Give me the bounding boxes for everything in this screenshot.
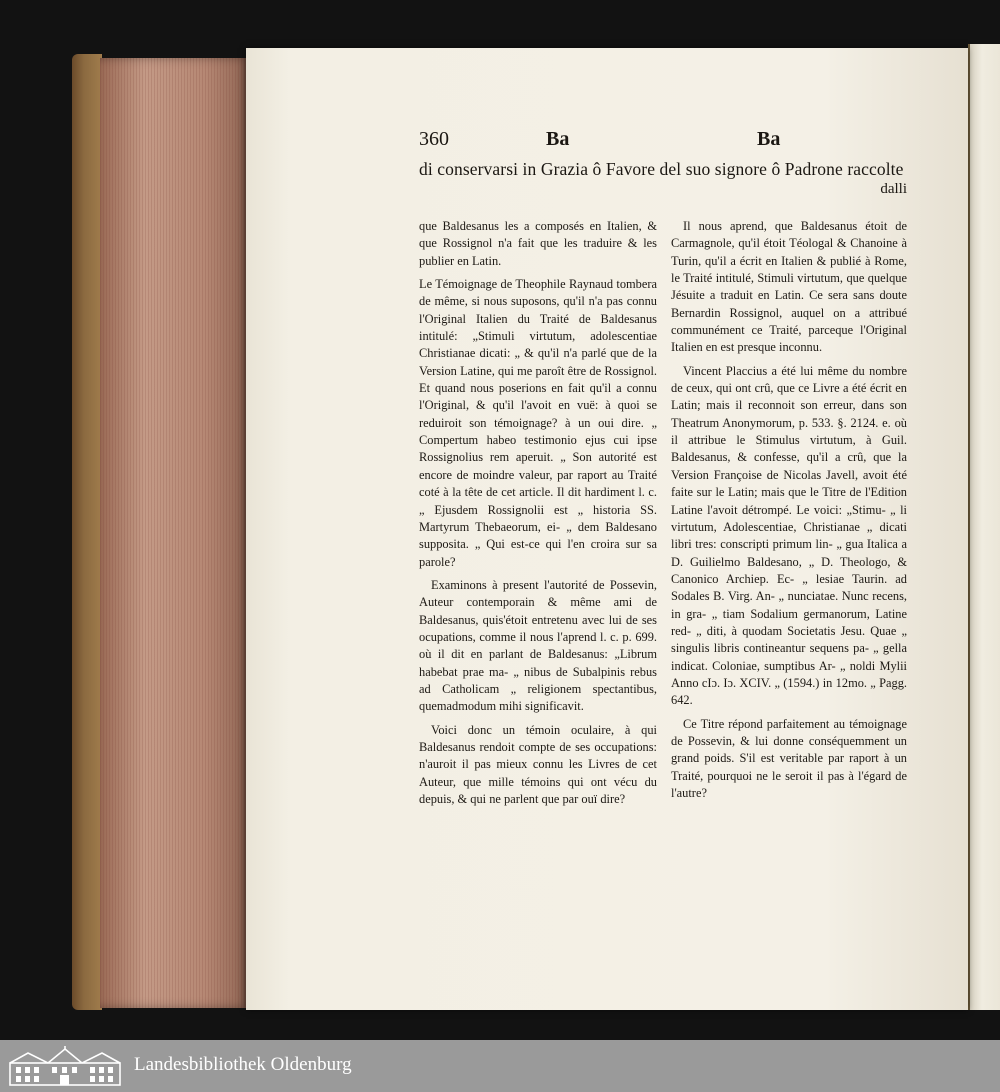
right-paragraph-2: Vincent Placcius a été lui même du nombre de ceux, qui ont crû, que ce Livre a été écrit en Latin; mais il reconnoit son erreur, dans son Theatrum Anonymorum, p. 533. §. 2124. e. où il attribue le Stimulus virtutum, à Guil. Baldesanus, & confesse, qu'il a crû, que la Version Françoise de Nicolas Javell, avoit été faite sur le Latin; mais que le Titre de l'Edition Latine l'avoit détrompé. Le voici: „Stimu- „ li virtutum, Adolescentiae, Christianae „ dicati libri tres: conscripti primum lin- „ gua Italica a D. Guilielmo Baldesano, „ D. Theologo, & Canonico Archiep. Ec- „ lesiae Taurin. ad Sodales B. Virg. An- „ nunciatae. Nunc recens, in gra- „ tiam Sodalium germanorum, Latine red- „ diti, à quodam Societatis Jesu. Quae „ singulis libris contineantur sequens pa- „ gella indicat. Coloniae, sumptibus Ar- „ noldi Mylii Anno cIɔ. Iɔ. XCIV. „ (1594.) in 12mo. „ Pagg. 642. xyxy=(671,363,907,708)
running-head-right: Ba xyxy=(757,128,781,150)
page-number: 360 xyxy=(419,128,449,150)
text-column-left xyxy=(419,218,657,808)
left-paragraph-4: Voici donc un témoin oculaire, à qui Baldesanus rendoit compte de ses occupations: n'auroit il pas mieux connu les Livres de cet Auteur, que mille témoins qui ont vécu du depuis, & qui ne parlent que par ouï dire? xyxy=(419,722,657,806)
facing-page-edge xyxy=(968,44,1000,1010)
library-building-logo-icon xyxy=(8,1045,122,1087)
page-fore-edge xyxy=(100,58,250,1008)
right-paragraph-3: Ce Titre répond parfaitement au témoignage de Possevin, & lui donne conséquemment un grand poids. S'il est veritable par raport à un Traité, pourquoi ne le seroit il pas à l'égard de l'autre? xyxy=(671,716,907,800)
left-paragraph-2: Le Témoignage de Theophile Raynaud tombera de même, si nous suposons, qu'il n'a pas connu l'Original Italien du Traité de Baldesanus intitulé: „Stimuli virtutum, adolescentiae Christianae dicati: „ & qu'il n'a parlé que de la Version Latine, qui me paroît être de Rossignol. Et quand nous poserions en fait qu'il a connu l'Original, & qu'il l'avoit en vuë: à quoi se reduiroit son témoignage? à un oui dire. „ Compertum habeo testimonio ejus cui ipse Rossignolius rem aperuit. „ Son autorité est encore de moindre valeur, par raport au Traité coté à la tête de cet article. Il dit hardiment l. c. „ Ejusdem Rossignolii est „ historia SS. Martyrum Thebaeorum, ei- „ dem Baldesano supposita. „ Qui est-ce qui l'en croira sur sa parole? xyxy=(419,277,657,569)
title-line: di conservarsi in Grazia ô Favore del suo signore ô Padrone raccolte xyxy=(419,159,904,179)
right-paragraph-1: Il nous aprend, que Baldesanus étoit de Carmagnole, qu'il étoit Téologal & Chanoine à Turin, qu'il a écrit en Italien & publié à Rome, le Traité intitulé, Stimuli virtutum, que quelque Jésuite a traduit en Latin. Ce sera sans doute Bernardin Rossignol, auquel on a attribué communément ce Traité, parceque l'Original Italien en est presque inconnu. xyxy=(671,219,907,355)
footer-bar xyxy=(0,1040,1000,1092)
library-name: Landesbibliothek Oldenburg xyxy=(134,1054,352,1075)
left-paragraph-1: que Baldesanus les a composés en Italien, & que Rossignol n'a fait que les traduire & les publier en Latin. xyxy=(419,219,657,268)
running-head-left: Ba xyxy=(546,128,570,150)
left-paragraph-3: Examinons à present l'autorité de Possevin, Auteur contemporain & même ami de Baldesanus, quis'étoit entretenu avec lui de ses ocupations, comme il nous l'aprend l. c. p. 699. où il dit en parlant de Baldesanus: „Librum habebat prae ma- „ nibus de Subalpinis rebus ad Catholicam „ religionem spectantibus, quemadmodum mihi significavit. xyxy=(419,577,657,714)
text-column-right xyxy=(671,218,907,802)
front-cover-edge xyxy=(72,54,102,1010)
title-continuation: dalli xyxy=(880,181,907,197)
